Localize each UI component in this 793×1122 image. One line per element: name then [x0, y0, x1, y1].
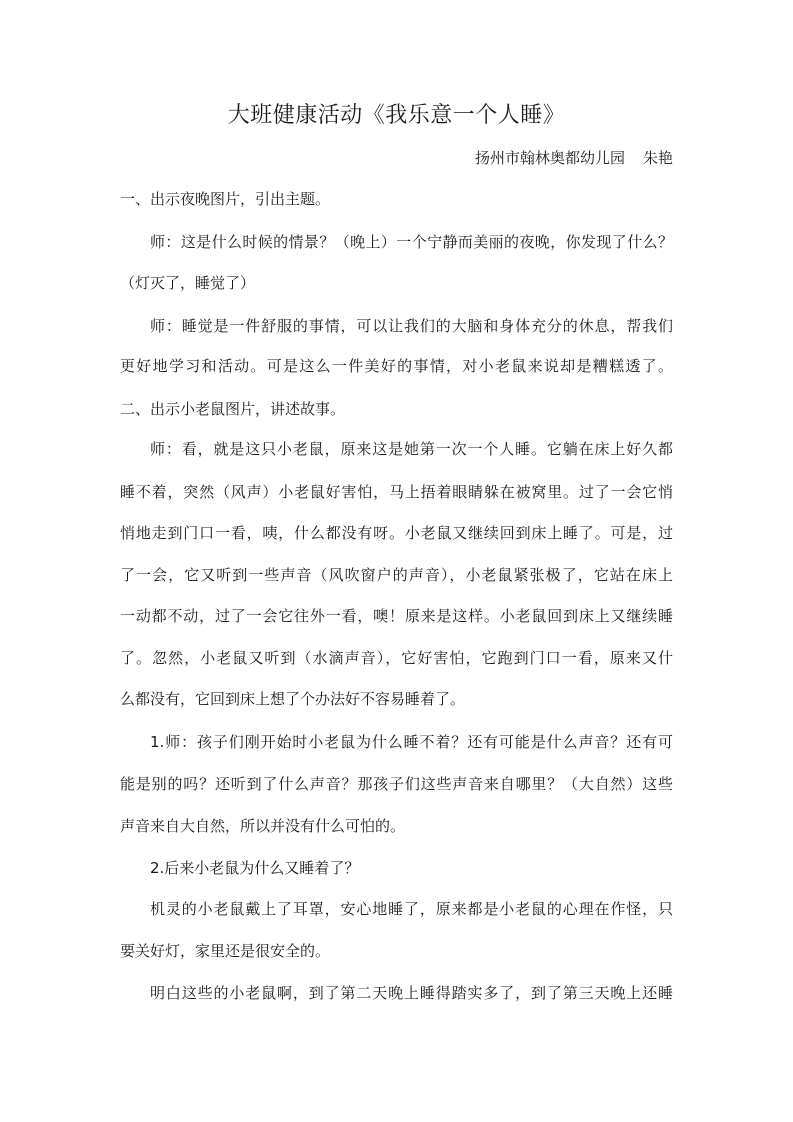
paragraph-line: （灯灭了，睡觉了） [120, 274, 256, 292]
question-line: 2.后来小老鼠为什么又睡着了？ [150, 859, 360, 877]
paragraph-line: 悄地走到门口一看，咦，什么都没有呀。小老鼠又继续回到床上睡了。可是，过 [120, 524, 673, 542]
section-heading-2: 二、出示小老鼠图片，讲述故事。 [120, 400, 346, 418]
question-line: 1.师：孩子们刚开始时小老鼠为什么睡不着？还有可能是什么声音？还有可 [150, 733, 673, 751]
paragraph-line: 么都没有，它回到床上想了个办法好不容易睡着了。 [120, 690, 466, 708]
paragraph-line: 声音来自大自然，所以并没有什么可怕的。 [120, 817, 406, 835]
paragraph-line: 能是别的吗？还听到了什么声音？那孩子们这些声音来自哪里？（大自然）这些 [120, 775, 673, 793]
paragraph-line: 睡不着，突然（风声）小老鼠好害怕，马上捂着眼睛躲在被窝里。过了一会它悄 [120, 483, 673, 501]
paragraph-line: 要关好灯，家里还是很安全的。 [120, 942, 331, 960]
author-name: 朱艳 [642, 149, 673, 167]
section-heading-1: 一、出示夜晚图片，引出主题。 [120, 190, 331, 208]
author-line [475, 145, 673, 171]
paragraph-line: 一动都不动，过了一会它往外一看，噢！原来是这样。小老鼠回到床上又继续睡 [120, 607, 673, 625]
paragraph-line: 师：这是什么时候的情景？（晚上）一个宁静而美丽的夜晚，你发现了什么？ [150, 233, 673, 251]
paragraph-line: 了。忽然，小老鼠又听到（水滴声音），它好害怕，它跑到门口一看，原来又什 [120, 649, 673, 667]
author-school: 扬州市翰林奥都幼儿园 [474, 149, 625, 167]
paragraph-line: 师：看，就是这只小老鼠，原来这是她第一次一个人睡。它躺在床上好久都 [150, 440, 673, 458]
paragraph-line: 更好地学习和活动。可是这么一件美好的事情，对小老鼠来说却是糟糕透了。 [120, 357, 673, 375]
paragraph-line: 师：睡觉是一件舒服的事情，可以让我们的大脑和身体充分的休息，帮我们 [150, 317, 673, 335]
document-title: 大班健康活动《我乐意一个人睡》 [227, 103, 566, 128]
paragraph-line: 了一会，它又听到一些声音（风吹窗户的声音），小老鼠紧张极了，它站在床上 [120, 566, 673, 584]
paragraph-line: 明白这些的小老鼠啊，到了第二天晚上睡得踏实多了，到了第三天晚上还睡 [150, 984, 673, 1002]
paragraph-line: 机灵的小老鼠戴上了耳罩，安心地睡了，原来都是小老鼠的心理在作怪，只 [150, 900, 673, 918]
